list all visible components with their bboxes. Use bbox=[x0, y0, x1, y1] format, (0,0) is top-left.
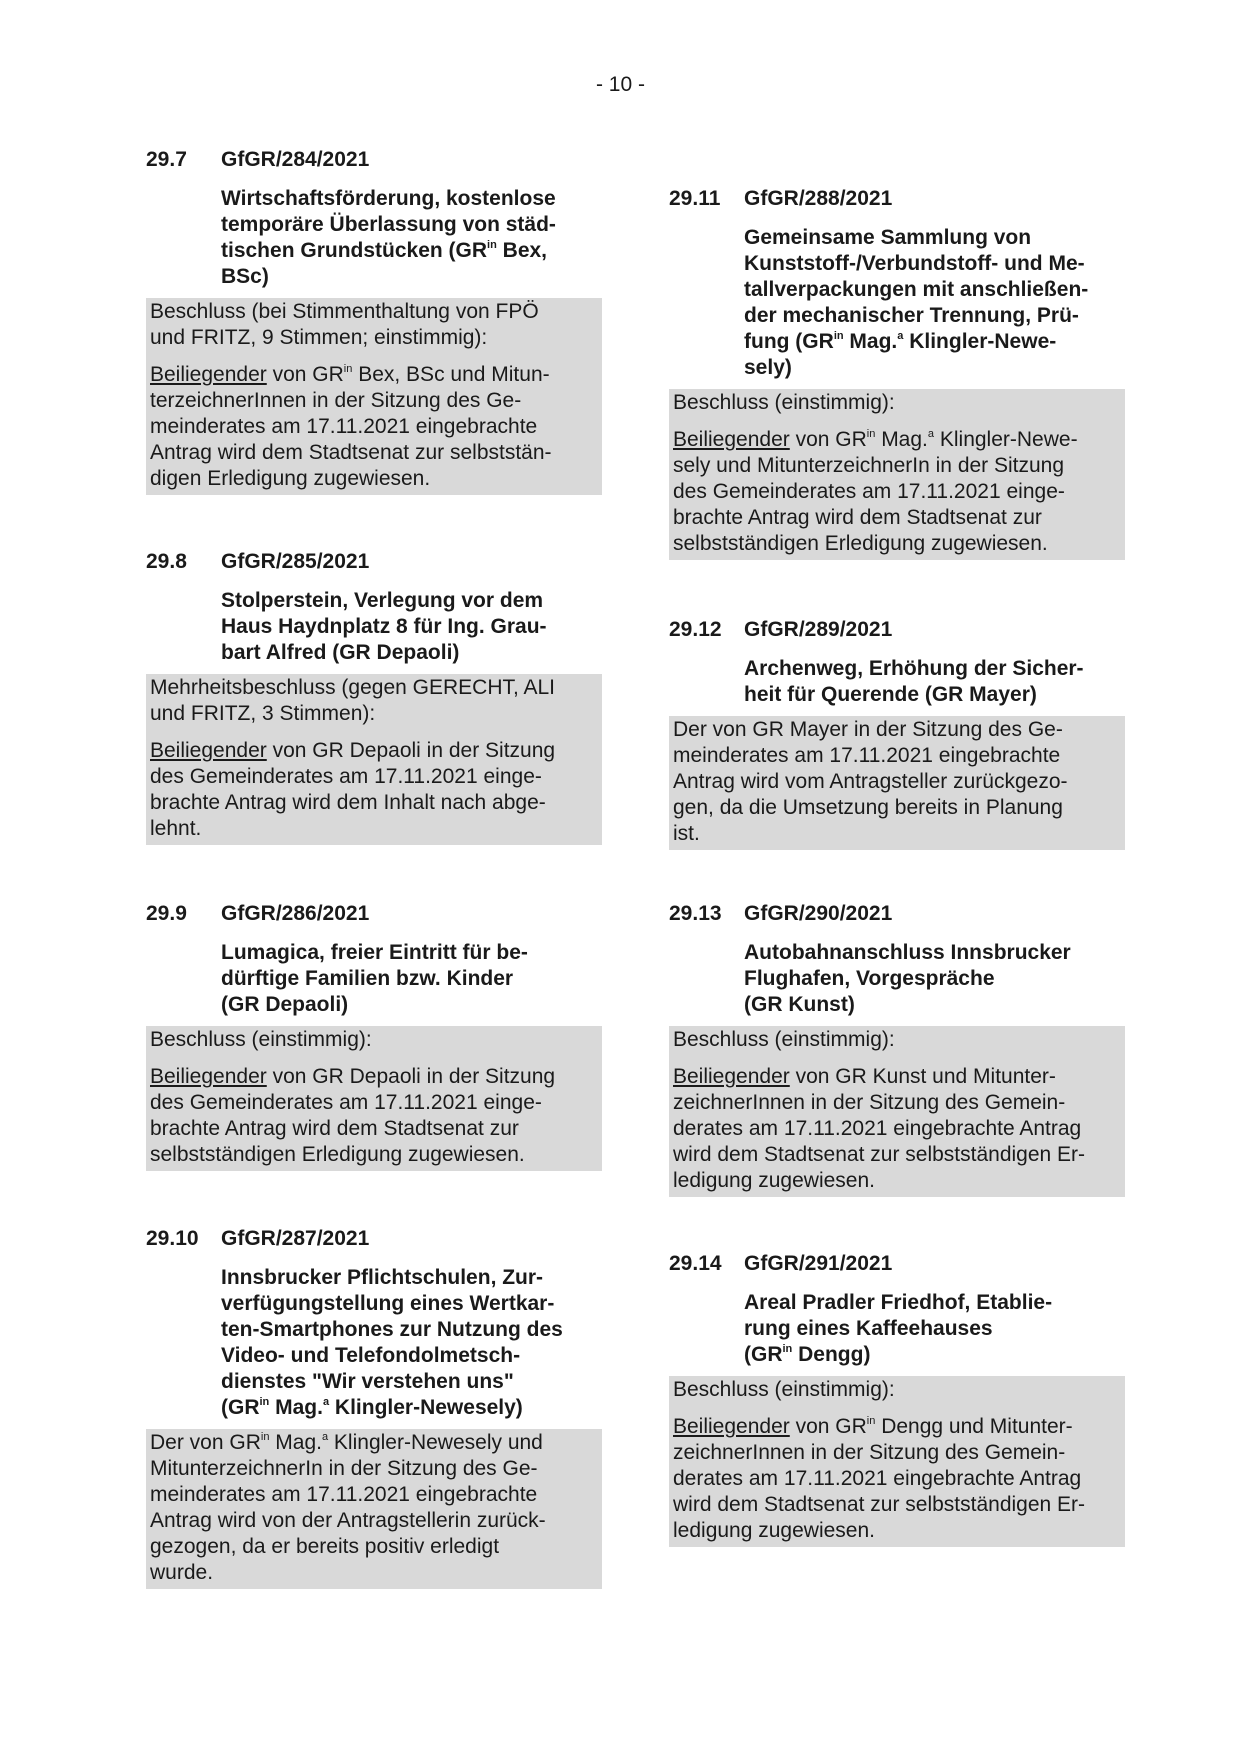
item-reference: GfGR/285/2021 bbox=[221, 550, 370, 573]
agenda-item-29-7 bbox=[146, 147, 602, 495]
item-title: Lumagica, freier Eintritt für be- dürftige Familien bzw. Kinder (GR Depaoli) bbox=[221, 941, 528, 1016]
item-number: 29.12 bbox=[669, 618, 722, 641]
agenda-item-29-9 bbox=[146, 901, 602, 1171]
item-header bbox=[146, 901, 602, 927]
item-reference: GfGR/288/2021 bbox=[744, 187, 893, 210]
item-number: 29.13 bbox=[669, 902, 722, 925]
page-number: - 10 - bbox=[595, 73, 645, 96]
item-title: Stolperstein, Verlegung vor dem Haus Haydnplatz 8 für Ing. Grau- bart Alfred (GR Depaoli) bbox=[221, 589, 547, 664]
item-reference: GfGR/290/2021 bbox=[744, 902, 893, 925]
decision-box bbox=[146, 1026, 602, 1171]
decision-text: Der von GR Mayer in der Sitzung des Ge- meinderates am 17.11.2021 eingebrachte Antrag wird vom Antragsteller zurückgezo- gen, da die Umsetzung bereits in Planung ist. bbox=[673, 718, 1068, 845]
item-title: Autobahnanschluss Innsbrucker Flughafen, Vorgespräche (GR Kunst) bbox=[744, 941, 1071, 1016]
item-header bbox=[146, 1226, 602, 1252]
agenda-item-29-14 bbox=[669, 1251, 1125, 1547]
decision-box bbox=[669, 389, 1125, 560]
item-header bbox=[669, 901, 1125, 927]
decision-text: Beiliegender von GR Depaoli in der Sitzung des Gemeinderates am 17.11.2021 einge- brachte Antrag wird dem Inhalt nach abge- lehnt. bbox=[150, 739, 556, 840]
decision-label: Beschluss (einstimmig): bbox=[150, 1028, 372, 1051]
decision-text: Beiliegender von GR Depaoli in der Sitzung des Gemeinderates am 17.11.2021 einge- brachte Antrag wird dem Stadtsenat zur selbstständigen Erledigung zugewiesen. bbox=[150, 1065, 556, 1166]
decision-box bbox=[146, 674, 602, 845]
decision-box bbox=[669, 716, 1125, 850]
decision-box bbox=[669, 1026, 1125, 1197]
item-reference: GfGR/287/2021 bbox=[221, 1227, 370, 1250]
item-header bbox=[146, 549, 602, 575]
item-number: 29.9 bbox=[146, 902, 187, 925]
agenda-item-29-13 bbox=[669, 901, 1125, 1197]
decision-label: Beschluss (einstimmig): bbox=[673, 1028, 895, 1051]
decision-text: Beiliegender von $GR^{in}$ Dengg und Mitunter- zeichnerInnen in der Sitzung des Gemein- derates am 17.11.2021 eingebrachte Antrag wird dem Stadtsenat zur selbstständigen Er- ledigung zugewiesen. bbox=[673, 1415, 1086, 1542]
item-header bbox=[669, 1251, 1125, 1277]
decision-label: Beschluss (bei Stimmenthaltung von FPÖ und FRITZ, 9 Stimmen; einstimmig): bbox=[150, 300, 539, 349]
item-title: Wirtschaftsförderung, kostenlose temporäre Überlassung von städ- tischen Grundstücken ($GR^{in}$ Bex, BSc) bbox=[221, 187, 556, 288]
decision-label: Beschluss (einstimmig): bbox=[673, 391, 895, 414]
item-title: Gemeinsame Sammlung von Kunststoff-/Verbundstoff- und Me- tallverpackungen mit anschließen- der mechanischer Trennung, Prü- fung ($GR^{in}$ Mag.$^a$ Klingler-Newe- sely) bbox=[744, 226, 1089, 379]
decision-box bbox=[146, 298, 602, 495]
decision-box bbox=[146, 1429, 602, 1589]
item-reference: GfGR/291/2021 bbox=[744, 1252, 893, 1275]
item-number: 29.7 bbox=[146, 148, 187, 171]
item-reference: GfGR/286/2021 bbox=[221, 902, 370, 925]
item-header bbox=[669, 617, 1125, 643]
item-reference: GfGR/289/2021 bbox=[744, 618, 893, 641]
decision-text: Der von $GR^{in}$ Mag.$^a$ Klingler-Newesely und MitunterzeichnerIn in der Sitzung des Ge- meinderates am 17.11.2021 eingebrachte Antrag wird von der Antragstellerin zurück- gezogen, da er bereits positiv erledigt wurde. bbox=[150, 1431, 546, 1584]
agenda-item-29-11 bbox=[669, 186, 1125, 560]
decision-label: Beschluss (einstimmig): bbox=[673, 1378, 895, 1401]
item-number: 29.10 bbox=[146, 1227, 199, 1250]
agenda-item-29-8 bbox=[146, 549, 602, 845]
agenda-item-29-12 bbox=[669, 617, 1125, 850]
item-number: 29.14 bbox=[669, 1252, 722, 1275]
item-title: Areal Pradler Friedhof, Etablie- rung eines Kaffeehauses ($GR^{in}$ Dengg) bbox=[744, 1291, 1053, 1366]
item-number: 29.11 bbox=[669, 187, 721, 210]
item-number: 29.8 bbox=[146, 550, 187, 573]
decision-text: Beiliegender von $GR^{in}$ Mag.$^a$ Klingler-Newe- sely und MitunterzeichnerIn in der Sitzung des Gemeinderates am 17.11.2021 einge- brachte Antrag wird dem Stadtsenat zur selbstständigen Erledigung zugewiesen. bbox=[673, 428, 1078, 555]
item-header bbox=[146, 147, 602, 173]
item-title: Archenweg, Erhöhung der Sicher- heit für Querende (GR Mayer) bbox=[744, 657, 1084, 706]
item-title: Innsbrucker Pflichtschulen, Zur- verfügungstellung eines Wertkar- ten-Smartphones zur Nutzung des Video- und Telefondolmetsch- dienstes "Wir verstehen uns" ($GR^{in}$ Mag.$^a$ Klingler-Newesely) bbox=[221, 1266, 563, 1419]
agenda-item-29-10 bbox=[146, 1226, 602, 1589]
item-reference: GfGR/284/2021 bbox=[221, 148, 370, 171]
decision-text: Beiliegender von $GR^{in}$ Bex, BSc und Mitun- terzeichnerInnen in der Sitzung des Ge- meinderates am 17.11.2021 eingebrachte Antrag wird dem Stadtsenat zur selbststän- digen Erledigung zugewiesen. bbox=[150, 363, 552, 490]
decision-text: Beiliegender von GR Kunst und Mitunter- zeichnerInnen in der Sitzung des Gemein- derates am 17.11.2021 eingebrachte Antrag wird dem Stadtsenat zur selbstständigen Er- ledigung zugewiesen. bbox=[673, 1065, 1086, 1192]
decision-box bbox=[669, 1376, 1125, 1547]
item-header bbox=[669, 186, 1125, 212]
decision-label: Mehrheitsbeschluss (gegen GERECHT, ALI und FRITZ, 3 Stimmen): bbox=[150, 676, 556, 725]
